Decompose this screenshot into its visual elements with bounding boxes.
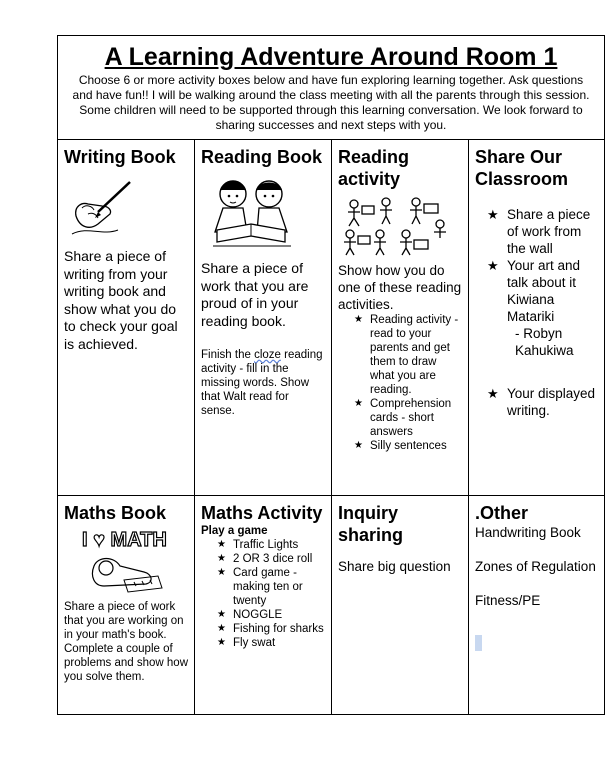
list-item: ★ Traffic Lights	[211, 538, 325, 552]
reading-activity-text: Show how you do one of these reading activities.	[338, 263, 462, 312]
page-title: A Learning Adventure Around Room 1	[104, 43, 558, 71]
writing-book-cell	[58, 140, 195, 495]
i-love-math-text: I ♥ MATH	[82, 529, 167, 551]
maths-book-text-2: Complete a couple of problems and show how you solve them.	[64, 643, 189, 683]
reading-activity-list	[338, 313, 462, 453]
list-item: ★ NOGGLE	[211, 608, 325, 622]
share-classroom-cell	[469, 140, 606, 495]
reading-book-heading: Reading Book	[201, 147, 323, 167]
other-item-zones: Zones of Regulation	[475, 559, 596, 574]
cloze-text-start: Finish the	[201, 349, 255, 361]
list-item: ★ Comprehension cards - short answers	[348, 397, 462, 439]
inquiry-heading: Inquiry sharing	[338, 503, 404, 545]
reading-book-text: Share a piece of work that you are proud of in your reading book.	[201, 260, 309, 329]
maths-activity-list	[201, 538, 325, 650]
maths-book-heading: Maths Book	[64, 503, 167, 523]
activity-sheet	[57, 35, 605, 715]
list-item: ★ Fishing for sharks	[211, 622, 325, 636]
sheet-header	[58, 36, 604, 140]
other-cell	[469, 496, 606, 715]
other-item-handwriting: Handwriting Book	[475, 525, 581, 540]
other-item-fitness: Fitness/PE	[475, 593, 541, 608]
other-heading: .Other	[475, 503, 529, 523]
i-love-math-icon	[74, 526, 174, 596]
reading-activity-heading: Reading activity	[338, 147, 410, 189]
intro-text: Choose 6 or more activity boxes below and have fun exploring learning together. Ask questions and have fun!! I will be walking around the class meeting with all the parents through this session. Some children will need to be supported through this learning conversation. We look forward to sharing successes and next steps with you.	[72, 73, 590, 132]
reading-book-cell	[195, 140, 332, 495]
maths-activity-cell	[195, 496, 332, 715]
share-classroom-list-2	[475, 385, 600, 419]
maths-activity-heading: Maths Activity	[201, 503, 323, 523]
cloze-word: cloze	[254, 349, 281, 361]
list-item: ★ 2 OR 3 dice roll	[211, 552, 325, 566]
activity-row-2	[58, 496, 604, 715]
writing-book-heading: Writing Book	[64, 147, 176, 167]
artist-credit	[475, 325, 600, 359]
text-cursor[interactable]	[475, 635, 600, 656]
activity-row-1	[58, 140, 604, 496]
list-item: ★ Share a piece of work from the wall	[485, 206, 600, 257]
reading-figures-icon	[340, 194, 450, 256]
cloze-text-end: reading activity - fill in the missing words. Show that Walt read for sense.	[201, 349, 323, 417]
list-item: ★ Card game - making ten or twenty	[211, 566, 325, 608]
hand-writing-icon	[68, 176, 138, 238]
maths-book-cell	[58, 496, 195, 715]
list-item: ★ Fly swat	[211, 636, 325, 650]
inquiry-text: Share big question	[338, 559, 451, 574]
list-item: ★ Reading activity - read to your parents and get them to draw what you are reading.	[348, 313, 462, 397]
artist-credit-text: - Robyn Kahukiwa	[515, 326, 574, 358]
list-item: ★ Your displayed writing.	[485, 385, 600, 419]
writing-book-text: Share a piece of writing from your writing book and show what you do to check your goal is achieved.	[64, 248, 178, 352]
list-item: ★ Silly sentences	[348, 439, 462, 453]
list-item: ★ Your art and talk about it Kiwiana Matariki	[485, 257, 600, 325]
cursor-highlight	[475, 635, 482, 651]
inquiry-cell	[332, 496, 469, 715]
maths-book-text: Share a piece of work that you are working on in your math's book.	[64, 601, 184, 641]
reading-book-cloze-text	[201, 348, 325, 418]
share-classroom-heading: Share Our Classroom	[475, 147, 569, 189]
maths-activity-subheading: Play a game	[201, 525, 268, 537]
reading-activity-cell	[332, 140, 469, 495]
share-classroom-list	[475, 206, 600, 325]
children-reading-icon	[203, 172, 303, 254]
